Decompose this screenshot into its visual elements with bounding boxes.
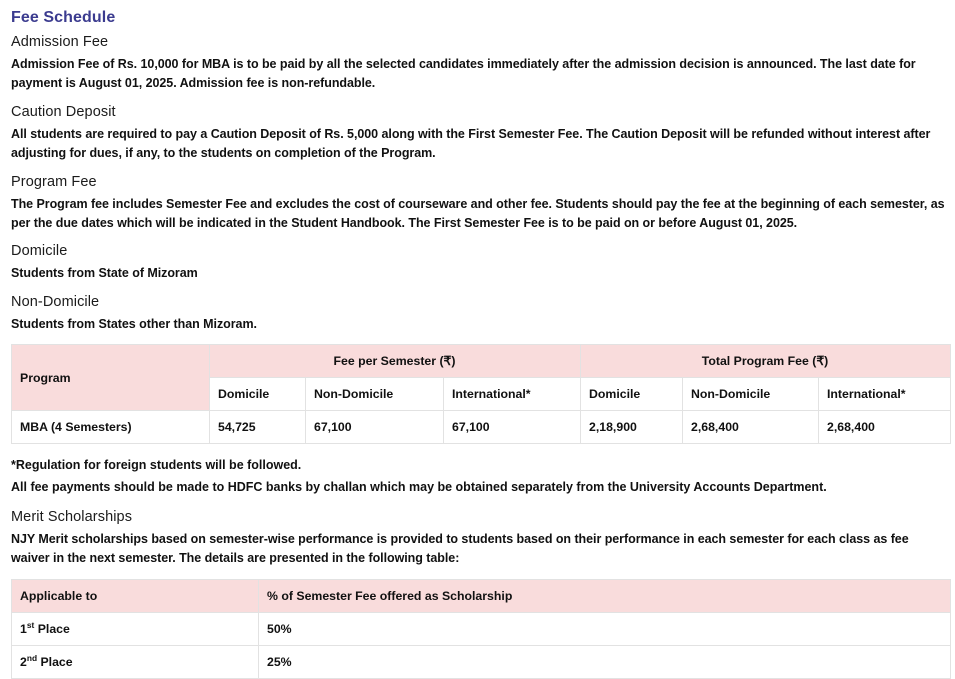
place-number: 1 bbox=[20, 621, 27, 636]
fee-cell-semester-international: 67,100 bbox=[444, 411, 581, 444]
table-row bbox=[12, 645, 951, 678]
spacer bbox=[10, 166, 947, 174]
fee-table-header-total-program-fee: Total Program Fee (₹) bbox=[581, 345, 951, 378]
section-heading-caution-deposit: Caution Deposit bbox=[11, 103, 116, 120]
place-number: 2 bbox=[20, 654, 27, 669]
section-heading-non-domicile: Non-Domicile bbox=[11, 293, 100, 310]
scholarship-table-header-row bbox=[12, 579, 951, 612]
section-body-caution-deposit: All students are required to pay a Caution Deposit of Rs. 5,000 along with the First Semester Fee. The Caution Deposit will be refunded without interest after adjusting for dues, if any, to the students on completion of the Program. bbox=[11, 126, 931, 161]
scholarship-cell-place-first bbox=[12, 612, 259, 645]
fee-cell-total-domicile: 2,18,900 bbox=[581, 411, 683, 444]
section-heading-domicile: Domicile bbox=[11, 243, 68, 260]
section-heading-admission-fee: Admission Fee bbox=[11, 34, 109, 50]
table-row bbox=[12, 612, 951, 645]
table-row bbox=[12, 411, 951, 444]
fee-table-header-program: Program bbox=[12, 345, 210, 411]
spacer bbox=[10, 235, 947, 243]
fee-table-subheader-semester-non-domicile: Non-Domicile bbox=[306, 378, 444, 411]
section-heading-program-fee: Program Fee bbox=[11, 173, 97, 190]
fee-table bbox=[11, 344, 951, 444]
section-body-program-fee: The Program fee includes Semester Fee and excludes the cost of courseware and other fee. Students should pay the fee at the beginning of each semester, as per the due dates which will be indicated in the Student Handbook. The First Semester Fee is to be paid on or before August 01, 2025. bbox=[11, 196, 945, 230]
place-ordinal: st bbox=[26, 619, 35, 630]
fee-table-subheader-semester-domicile: Domicile bbox=[210, 378, 306, 411]
spacer bbox=[10, 501, 947, 509]
section-body-admission-fee: Admission Fee of Rs. 10,000 for MBA is to be paid by all the selected candidates immediately after the admission decision is announced. The last date for payment is August 01, 2025. Admission fee is non-refundable. bbox=[11, 57, 916, 91]
scholarship-header-percent: % of Semester Fee offered as Scholarship bbox=[259, 579, 951, 612]
fee-cell-program: MBA (4 Semesters) bbox=[12, 411, 210, 444]
scholarship-header-applicable-to: Applicable to bbox=[12, 579, 259, 612]
spacer bbox=[10, 286, 947, 294]
fee-cell-semester-non-domicile: 67,100 bbox=[306, 411, 444, 444]
spacer bbox=[10, 444, 947, 456]
section-body-non-domicile: Students from States other than Mizoram. bbox=[11, 316, 257, 331]
scholarship-cell-percent-second: 25% bbox=[259, 645, 951, 678]
fee-table-subheader-total-non-domicile: Non-Domicile bbox=[683, 378, 819, 411]
scholarship-table bbox=[11, 579, 951, 679]
page-title: Fee Schedule bbox=[11, 9, 116, 26]
fee-table-subheader-total-domicile: Domicile bbox=[581, 378, 683, 411]
place-suffix: Place bbox=[34, 621, 70, 636]
fee-table-header-fee-per-semester: Fee per Semester (₹) bbox=[210, 345, 581, 378]
scholarship-cell-place-second bbox=[12, 645, 259, 678]
place-ordinal: nd bbox=[26, 652, 38, 663]
fee-table-subheader-total-international: International* bbox=[819, 378, 951, 411]
scholarship-cell-percent-first: 50% bbox=[259, 612, 951, 645]
fee-cell-semester-domicile: 54,725 bbox=[210, 411, 306, 444]
section-body-domicile: Students from State of Mizoram bbox=[11, 266, 198, 281]
section-body-merit-scholarships: NJY Merit scholarships based on semester-wise performance is provided to students based on their performance in each semester for each class as fee waiver in the next semester. The details are presented in the following table: bbox=[11, 531, 909, 566]
section-heading-merit-scholarships: Merit Scholarships bbox=[11, 508, 133, 525]
spacer bbox=[10, 96, 947, 104]
fee-cell-total-non-domicile: 2,68,400 bbox=[683, 411, 819, 444]
fee-table-subheader-semester-international: International* bbox=[444, 378, 581, 411]
fee-table-group-header-row bbox=[12, 345, 951, 378]
footnote-payment-instructions: All fee payments should be made to HDFC banks by challan which may be obtained separately from the University Accounts Department. bbox=[11, 480, 827, 495]
place-suffix: Place bbox=[37, 654, 73, 669]
footnote-foreign-students: *Regulation for foreign students will be followed. bbox=[11, 458, 302, 472]
fee-cell-total-international: 2,68,400 bbox=[819, 411, 951, 444]
